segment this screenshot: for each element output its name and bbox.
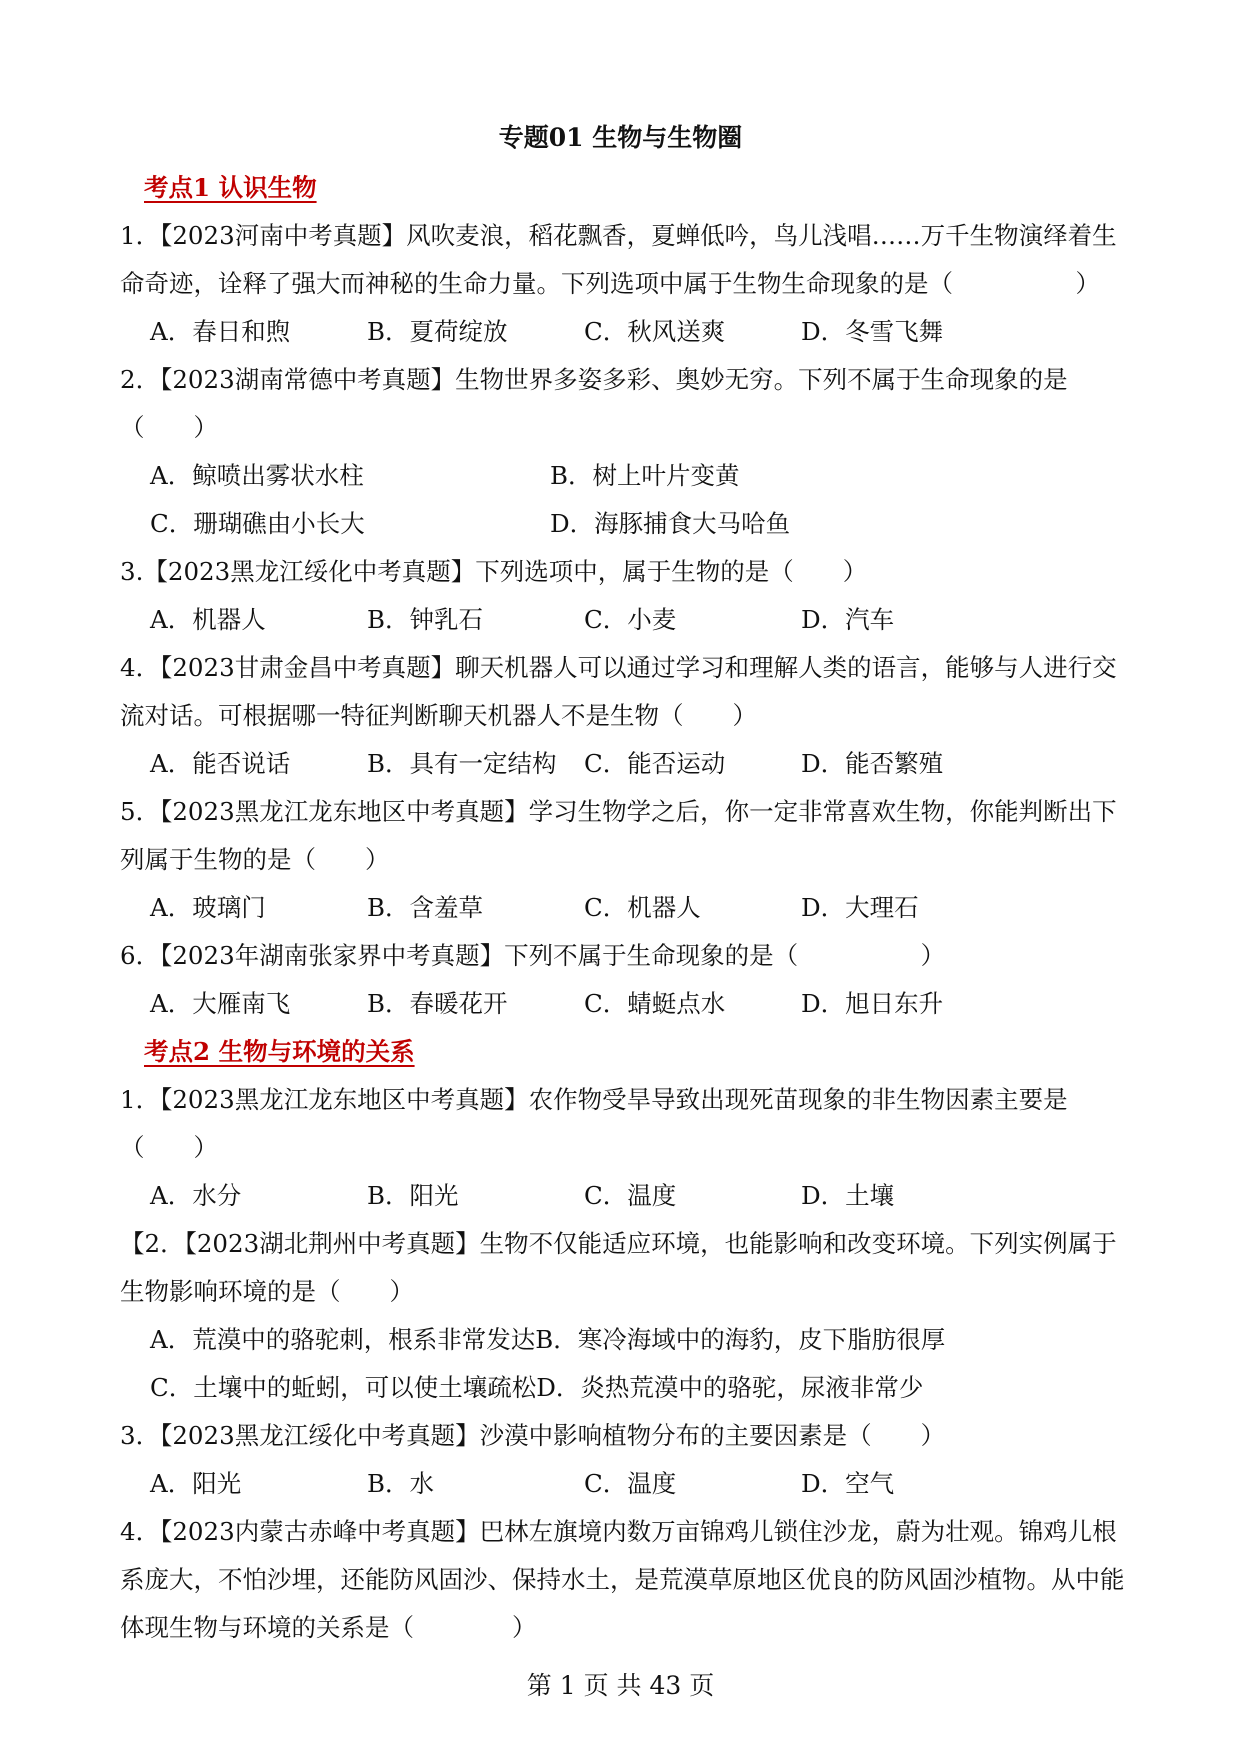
option-b: B．寒冷海域中的海豹，皮下脂肪很厚 — [535, 1325, 946, 1354]
question-stem: 3.【2023黑龙江绥化中考真题】下列选项中，属于生物的是（ ） — [120, 557, 868, 586]
option-c: C．蜻蜓点水 — [584, 989, 726, 1018]
question-2-2 — [120, 1220, 1130, 1412]
option-b: B．钟乳石 — [367, 605, 484, 634]
option-a: A．大雁南飞 — [150, 989, 291, 1018]
option-b: B．春暖花开 — [367, 989, 508, 1018]
question-1-1 — [120, 212, 1130, 356]
options-row — [120, 308, 1130, 356]
option-c: C．小麦 — [584, 605, 677, 634]
option-c: C．温度 — [584, 1469, 677, 1498]
option-d: D．大理石 — [801, 893, 919, 922]
question-2-1 — [120, 1076, 1130, 1220]
option-c: C．秋风送爽 — [584, 317, 726, 346]
question-1-2 — [120, 356, 1130, 548]
content — [120, 164, 1130, 1652]
question-stem: 1．【2023河南中考真题】风吹麦浪，稻花飘香，夏蝉低吟，鸟儿浅唱……万千生物演绎着生命奇迹，诠释了强大而神秘的生命力量。下列选项中属于生物生命现象的是（ ） — [120, 221, 1117, 298]
page-title: 专题01 生物与生物圈 — [498, 123, 743, 152]
question-2-4 — [120, 1508, 1130, 1652]
option-a: A．鲸喷出雾状水柱 — [150, 461, 364, 490]
option-d: D．炎热荒漠中的骆驼，尿液非常少 — [536, 1373, 924, 1402]
question-stem: 3．【2023黑龙江绥化中考真题】沙漠中影响植物分布的主要因素是（ ） — [120, 1421, 946, 1450]
question-1-5 — [120, 788, 1130, 932]
section-heading-2: 考点2 生物与环境的关系 — [144, 1037, 415, 1066]
question-1-6 — [120, 932, 1130, 1028]
option-a: A．阳光 — [150, 1469, 242, 1498]
question-1-3 — [120, 548, 1130, 644]
options-row — [120, 452, 1130, 500]
option-b: B．水 — [367, 1469, 435, 1498]
option-a: A．水分 — [150, 1181, 242, 1210]
question-stem: 5．【2023黑龙江龙东地区中考真题】学习生物学之后，你一定非常喜欢生物，你能判断出下列属于生物的是（ ） — [120, 797, 1117, 874]
question-stem: 6．【2023年湖南张家界中考真题】下列不属于生命现象的是（ ） — [120, 941, 946, 970]
question-stem: 2．【2023湖南常德中考真题】生物世界多姿多彩、奥妙无穷。下列不属于生命现象的是（ ） — [120, 365, 1068, 442]
page-footer: 第 1 页 共 43 页 — [526, 1671, 715, 1700]
options-row — [120, 740, 1130, 788]
option-b: B．具有一定结构 — [367, 749, 557, 778]
option-c: C．土壤中的蚯蚓，可以使土壤疏松 — [150, 1373, 537, 1402]
option-d: D．土壤 — [801, 1181, 895, 1210]
option-b: B．夏荷绽放 — [367, 317, 508, 346]
option-d: D．空气 — [801, 1469, 895, 1498]
options-row — [120, 1364, 1130, 1412]
option-c: C．珊瑚礁由小长大 — [150, 509, 365, 538]
options-row — [120, 500, 1130, 548]
option-b: B．含羞草 — [367, 893, 484, 922]
option-c: C．机器人 — [584, 893, 701, 922]
option-a: A．能否说话 — [150, 749, 291, 778]
options-row — [120, 884, 1130, 932]
option-d: D．海豚捕食大马哈鱼 — [550, 509, 791, 538]
question-stem: 1．【2023黑龙江龙东地区中考真题】农作物受旱导致出现死苗现象的非生物因素主要是（ ） — [120, 1085, 1068, 1162]
options-row — [120, 596, 1130, 644]
option-a: A．荒漠中的骆驼刺，根系非常发达 — [150, 1325, 536, 1354]
options-row — [120, 1316, 1130, 1364]
option-a: A．春日和煦 — [150, 317, 291, 346]
option-d: D．冬雪飞舞 — [801, 317, 944, 346]
question-stem: 4．【2023内蒙古赤峰中考真题】巴林左旗境内数万亩锦鸡儿锁住沙龙，蔚为壮观。锦鸡儿根系庞大，不怕沙埋，还能防风固沙、保持水土，是荒漠草原地区优良的防风固沙植物。从中能体现生物与环境的关系是（ ） — [120, 1517, 1125, 1642]
option-b: B．阳光 — [367, 1181, 459, 1210]
options-row — [120, 980, 1130, 1028]
option-d: D．汽车 — [801, 605, 895, 634]
option-b: B．树上叶片变黄 — [550, 461, 740, 490]
option-a: A．玻璃门 — [150, 893, 266, 922]
option-c: C．能否运动 — [584, 749, 726, 778]
options-row — [120, 1460, 1130, 1508]
question-1-4 — [120, 644, 1130, 788]
section-heading-1: 考点1 认识生物 — [144, 173, 317, 202]
option-d: D．旭日东升 — [801, 989, 944, 1018]
option-a: A．机器人 — [150, 605, 266, 634]
options-row — [120, 1172, 1130, 1220]
option-d: D．能否繁殖 — [801, 749, 944, 778]
question-stem: 【2．【2023湖北荆州中考真题】生物不仅能适应环境，也能影响和改变环境。下列实例属于生物影响环境的是（ ） — [120, 1229, 1117, 1306]
question-stem: 4．【2023甘肃金昌中考真题】聊天机器人可以通过学习和理解人类的语言，能够与人进行交流对话。可根据哪一特征判断聊天机器人不是生物（ ） — [120, 653, 1117, 730]
question-2-3 — [120, 1412, 1130, 1508]
option-c: C．温度 — [584, 1181, 677, 1210]
